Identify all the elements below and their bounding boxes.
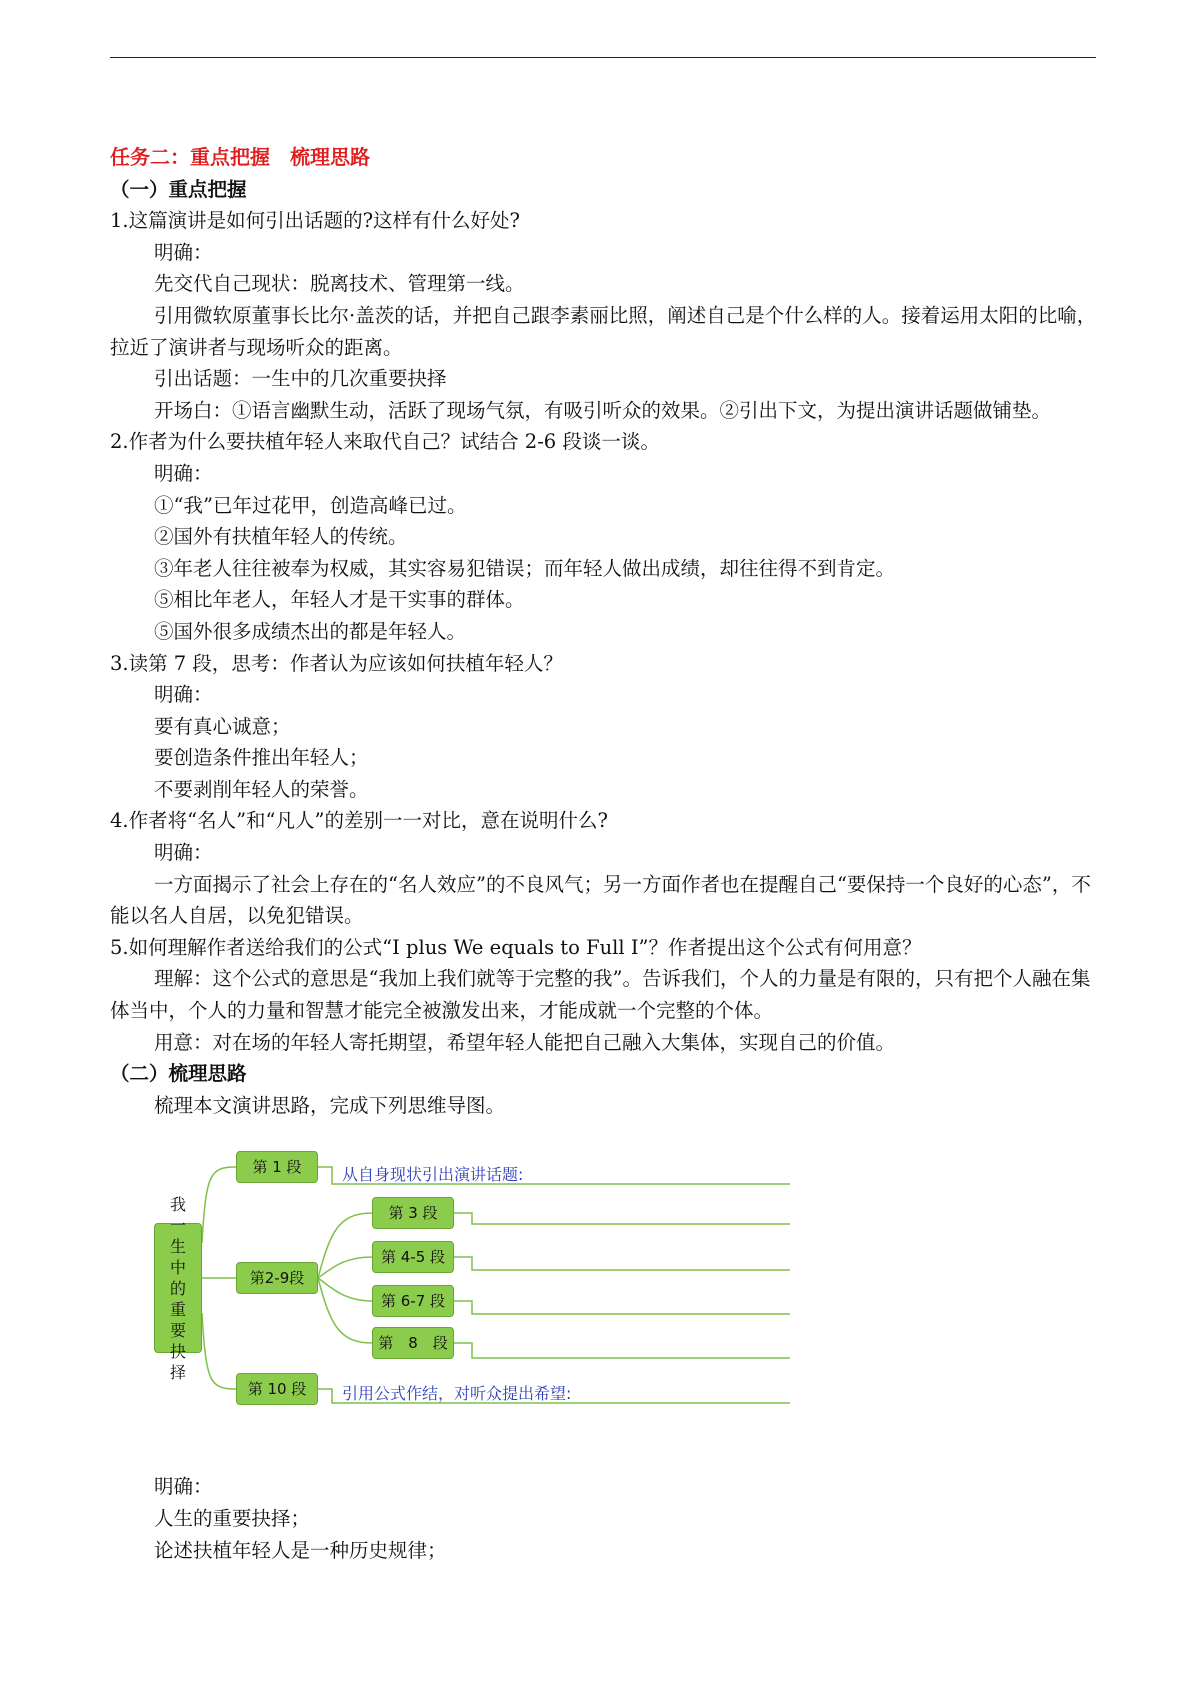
answer-line: ⑤相比年老人，年轻人才是干实事的群体。 [154,588,525,612]
answer-paragraph: 理解：这个公式的意思是“我加上我们就等于完整的我”。告诉我们，个人的力量是有限的，只有把个人融在集体当中，个人的力量和智慧才能完全被激发出来，才能成就一个完整的个体。 [110,967,1091,1023]
node-paragraph-6-7: 第 6-7 段 [372,1285,454,1317]
root-text: 的重 [169,1278,186,1319]
answer-label: 明确： [154,841,213,865]
answer-line: ①“我”已年过花甲，创造高峰已过。 [154,493,467,517]
answer-line: 要创造条件推出年轻人； [154,746,369,770]
answer-label: 明确： [154,240,213,264]
root-text: 择 [169,1362,186,1382]
answer-line: 先交代自己现状：脱离技术、管理第一线。 [154,272,525,296]
node-paragraph-8: 第 8 段 [372,1327,454,1359]
mindmap-root [154,1194,202,1382]
answer-label: 明确： [154,461,213,485]
answer-line: 人生的重要抉择； [154,1507,311,1530]
answer-line: 不要剥削年轻人的荣誉。 [154,777,369,801]
answer-line: ③年老人往往被奉为权威，其实容易犯错误；而年轻人做出成绩，却往往得不到肯定。 [154,556,896,580]
hint-paragraph-1: 从自身现状引出演讲话题: [342,1165,524,1185]
answer-line: ②国外有扶植年轻人的传统。 [154,525,408,549]
header-rule [110,57,1096,58]
question-4: 4.作者将“名人”和“凡人”的差别一一对比，意在说明什么? [110,809,608,833]
mind-map [110,1133,1100,1463]
answer-line: 引出话题：一生中的几次重要抉择 [154,367,447,391]
root-text: 我一 [169,1194,186,1235]
question-1: 1.这篇演讲是如何引出话题的?这样有什么好处? [110,209,521,233]
answer-line: 论述扶植年轻人是一种历史规律； [154,1538,447,1562]
question-3: 3.读第 7 段，思考：作者认为应该如何扶植年轻人？ [110,651,563,675]
node-paragraph-4-5: 第 4-5 段 [372,1241,454,1273]
answer-paragraph: 一方面揭示了社会上存在的“名人效应”的不良风气；另一方面作者也在提醒自己“要保持一个良好的心态”，不能以名人自居，以免犯错误。 [110,872,1091,928]
answer-paragraph: 用意：对在场的年轻人寄托期望，希望年轻人能把自己融入大集体，实现自己的价值。 [154,1030,896,1054]
task-title: 任务二：重点把握 梳理思路 [110,145,370,169]
node-paragraph-10: 第 10 段 [236,1373,318,1405]
node-paragraph-1: 第 1 段 [236,1151,318,1183]
section-title-key-points: （一）重点把握 [110,177,247,201]
answer-label: 明确： [154,1475,213,1499]
root-text: 要抉 [169,1320,186,1361]
root-text: 生中 [169,1236,186,1277]
node-paragraph-2-9: 第2-9段 [236,1262,318,1294]
node-paragraph-3: 第 3 段 [372,1197,454,1229]
answer-line: ⑤国外很多成绩杰出的都是年轻人。 [154,619,467,643]
answer-paragraph: 开场白：①语言幽默生动，活跃了现场气氛，有吸引听众的效果。②引出下文，为提出演讲话题做铺垫。 [154,398,1052,422]
document-body [110,142,1100,1566]
section-title-outline: （二）梳理思路 [110,1062,247,1086]
question-5: 5.如何理解作者送给我们的公式“I plus We equals to Full I”？作者提出这个公式有何用意？ [110,935,922,959]
answer-paragraph: 引用微软原董事长比尔·盖茨的话，并把自己跟李素丽比照，阐述自己是个什么样的人。接着运用太阳的比喻，拉近了演讲者与现场听众的距离。 [110,303,1097,359]
answer-label: 明确： [154,683,213,707]
question-2: 2.作者为什么要扶植年轻人来取代自己？试结合 2-6 段谈一谈。 [110,430,660,454]
hint-paragraph-10: 引用公式作结，对听众提出希望: [342,1384,572,1404]
answer-line: 要有真心诚意； [154,714,291,738]
mindmap-instruction: 梳理本文演讲思路，完成下列思维导图。 [154,1093,506,1117]
